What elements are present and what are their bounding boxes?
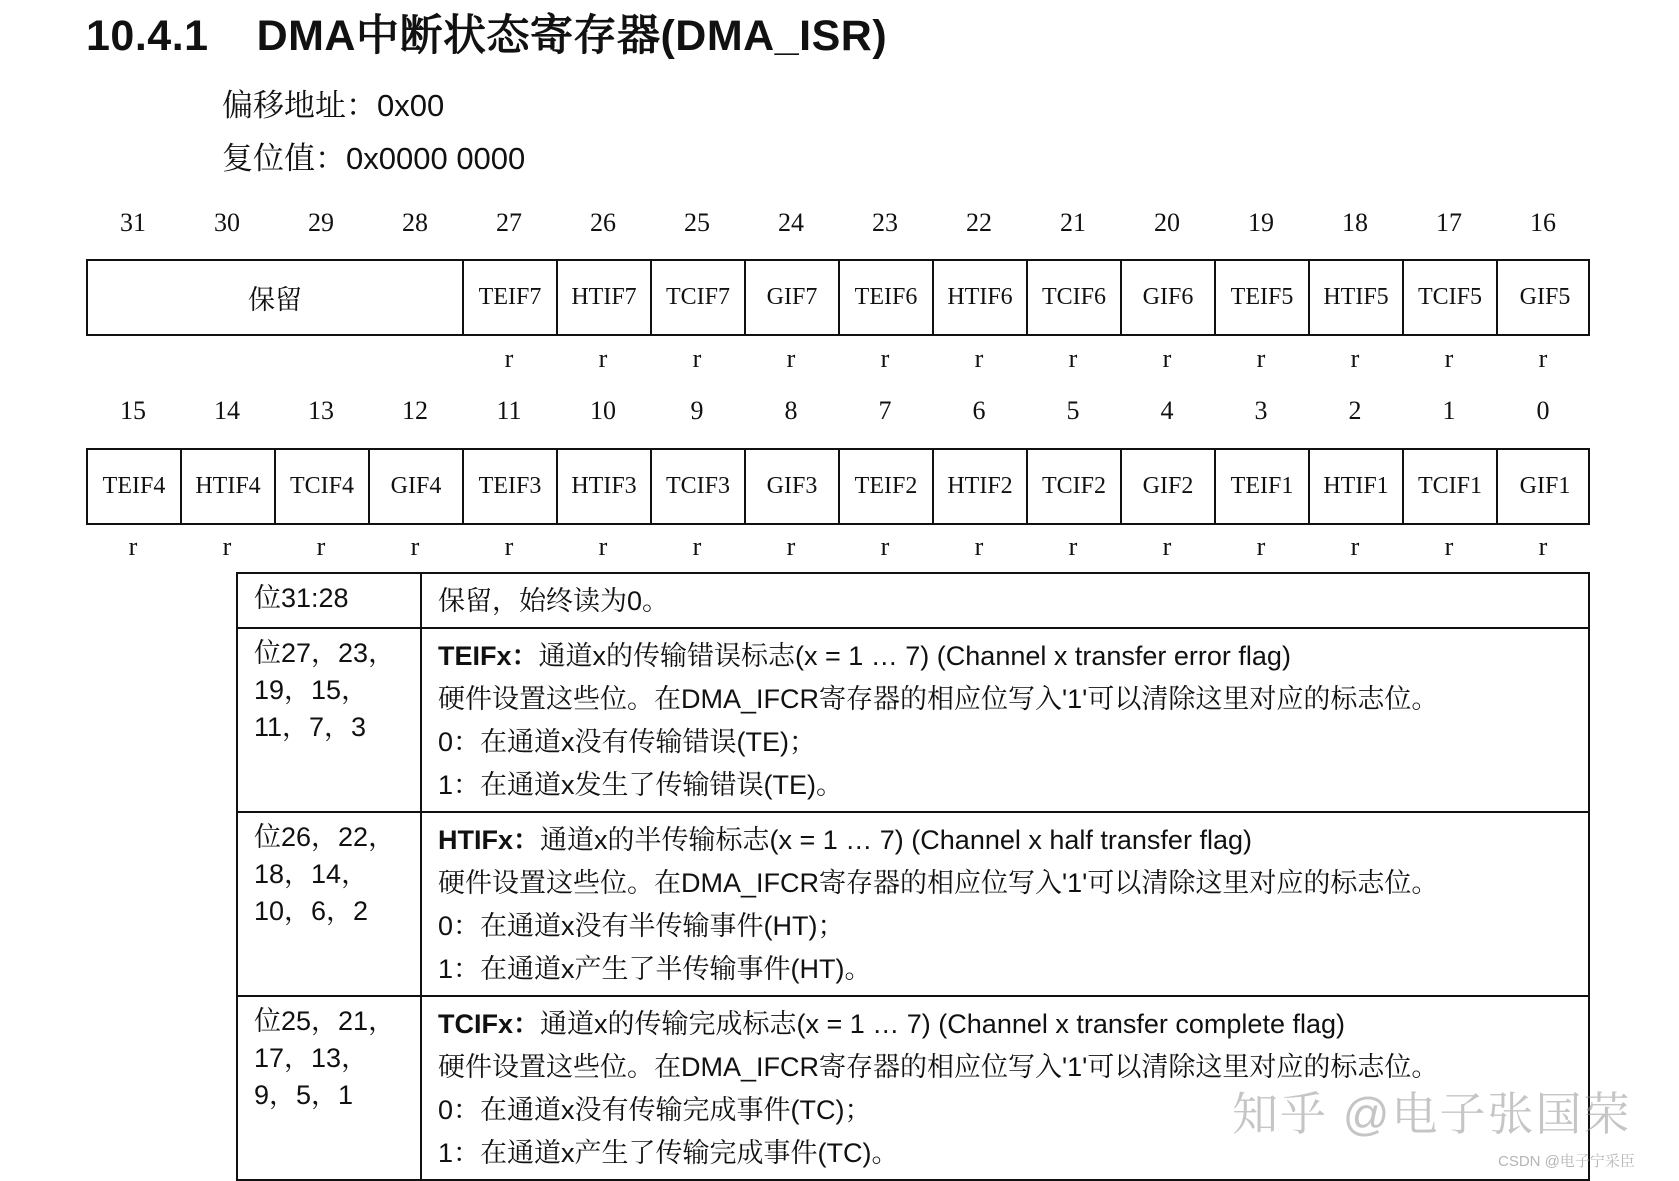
bits-cell: [237, 628, 421, 812]
description-line: 0：在通道x没有传输完成事件(TC)；: [438, 1095, 872, 1125]
register-field: TCIF6: [1028, 261, 1122, 334]
bit-number: 6: [972, 396, 986, 425]
description-line: 保留，始终读为0。: [438, 586, 670, 616]
description-line: 0：在通道x没有半传输事件(HT)；: [438, 911, 845, 941]
access-type: r: [128, 532, 138, 561]
bit-number: 3: [1254, 396, 1268, 425]
bits-line: 19，15，: [254, 675, 369, 705]
table-row: [237, 628, 1589, 812]
register-field: TCIF1: [1404, 450, 1498, 523]
access-type: r: [1538, 344, 1548, 373]
reset-value-text: 0x0000 0000: [346, 141, 526, 176]
bit-number: 9: [690, 396, 704, 425]
bits-line: 位25，21，: [254, 1006, 396, 1036]
table-row: [237, 812, 1589, 996]
offset-value: 0x00: [377, 88, 445, 123]
bit-number: 16: [1530, 208, 1556, 237]
table-row: [237, 573, 1589, 628]
register-field: TEIF4: [88, 450, 182, 523]
bit-number: 25: [684, 208, 710, 237]
description-line: 1：在通道x产生了传输完成事件(TC)。: [438, 1138, 899, 1168]
register-field: GIF5: [1519, 284, 1571, 310]
register-field: HTIF3: [558, 450, 652, 523]
bit-number: 0: [1536, 396, 1550, 425]
access-type: r: [1350, 344, 1360, 373]
bit-number: 23: [872, 208, 898, 237]
bits-line: 位26，22，: [254, 822, 396, 852]
bit-number: 14: [214, 396, 240, 425]
reset-label: 复位值：: [222, 141, 346, 176]
access-type: r: [1162, 532, 1172, 561]
register-field: TCIF5: [1404, 261, 1498, 334]
section-title: DMA中断状态寄存器(DMA_ISR): [256, 12, 888, 60]
description-cell: [421, 628, 1589, 812]
bit-number: 22: [966, 208, 992, 237]
access-type: r: [786, 344, 796, 373]
bits-line: 11，7，3: [254, 712, 367, 742]
lower-register-row: [86, 448, 1590, 525]
bits-cell: [237, 996, 421, 1180]
description-line: 通道x的传输完成标志(x = 1 … 7) (Channel x transfer complete flag): [540, 1009, 1345, 1039]
csdn-watermark: CSDN @电子宁采臣: [1498, 1153, 1635, 1170]
register-field: GIF2: [1122, 450, 1216, 523]
register-field: HTIF5: [1310, 261, 1404, 334]
access-type: r: [880, 344, 890, 373]
zhihu-watermark: 知乎 @电子张国荣: [1232, 1088, 1632, 1140]
register-field: TEIF7: [464, 261, 558, 334]
bits-line: 10，6，2: [254, 896, 369, 926]
register-field: TEIF5: [1216, 261, 1310, 334]
bits-cell: [237, 812, 421, 996]
access-type: r: [974, 532, 984, 561]
access-type: r: [1068, 532, 1078, 561]
bit-number: 19: [1248, 208, 1274, 237]
access-type: r: [598, 532, 608, 561]
register-field: HTIF2: [934, 450, 1028, 523]
bit-number: 24: [778, 208, 804, 237]
access-type: r: [1256, 532, 1266, 561]
access-type: r: [1256, 344, 1266, 373]
bit-number: 10: [590, 396, 616, 425]
offset-address: [222, 80, 444, 125]
offset-label: 偏移地址：: [222, 88, 377, 123]
register-field: HTIF6: [934, 261, 1028, 334]
register-field: TEIF2: [840, 450, 934, 523]
access-type: r: [1444, 344, 1454, 373]
access-type: r: [1162, 344, 1172, 373]
description-line: 1：在通道x产生了半传输事件(HT)。: [438, 954, 872, 984]
bit-number: 13: [308, 396, 334, 425]
description-line: 硬件设置这些位。在DMA_IFCR寄存器的相应位写入'1'可以清除这里对应的标志位。: [438, 684, 1439, 714]
page-title: [86, 2, 887, 63]
register-field: GIF4: [370, 450, 464, 523]
access-type: r: [504, 532, 514, 561]
register-field: GIF6: [1122, 261, 1216, 334]
bits-line: 17，13，: [254, 1043, 369, 1073]
bit-number: 29: [308, 208, 334, 237]
bits-line: 位27，23，: [254, 638, 396, 668]
description-cell: [421, 573, 1589, 628]
description-line: 硬件设置这些位。在DMA_IFCR寄存器的相应位写入'1'可以清除这里对应的标志位。: [438, 868, 1439, 898]
register-field: TCIF2: [1028, 450, 1122, 523]
bits-line: 位31:28: [254, 583, 349, 613]
bit-number: 27: [496, 208, 522, 237]
register-field: TEIF3: [464, 450, 558, 523]
reset-value: [222, 133, 525, 178]
bits-line: 9，5，1: [254, 1080, 354, 1110]
description-line: 通道x的半传输标志(x = 1 … 7) (Channel x half transfer flag): [540, 825, 1252, 855]
bit-number: 1: [1442, 396, 1456, 425]
description-line: 硬件设置这些位。在DMA_IFCR寄存器的相应位写入'1'可以清除这里对应的标志位。: [438, 1052, 1439, 1082]
access-type: r: [1444, 532, 1454, 561]
register-field: HTIF1: [1310, 450, 1404, 523]
access-type: r: [692, 532, 702, 561]
upper-access-row: [86, 344, 1590, 374]
access-type: r: [786, 532, 796, 561]
field-name: HTIFx：: [438, 825, 541, 855]
bits-line: 18，14，: [254, 859, 369, 889]
bit-number: 17: [1436, 208, 1462, 237]
access-type: r: [880, 532, 890, 561]
access-type: r: [410, 532, 420, 561]
reserved-field: 保留: [88, 261, 464, 334]
access-type: r: [316, 532, 326, 561]
field-name: TEIFx：: [438, 641, 539, 671]
register-field: TCIF3: [652, 450, 746, 523]
description-cell: [421, 812, 1589, 996]
bit-number: 30: [214, 208, 240, 237]
bit-number: 12: [402, 396, 428, 425]
bits-cell: [237, 573, 421, 628]
access-type: r: [222, 532, 232, 561]
description-line: 1：在通道x发生了传输错误(TE)。: [438, 770, 843, 800]
bit-number: 26: [590, 208, 616, 237]
register-field: TEIF1: [1216, 450, 1310, 523]
lower-bit-numbers: [86, 396, 1590, 426]
bit-number: 20: [1154, 208, 1180, 237]
bit-number: 7: [878, 396, 892, 425]
upper-bit-numbers: [86, 208, 1590, 238]
bit-number: 21: [1060, 208, 1086, 237]
bit-number: 31: [120, 208, 146, 237]
access-type: r: [1068, 344, 1078, 373]
access-type: r: [974, 344, 984, 373]
bit-number: 18: [1342, 208, 1368, 237]
register-field: TEIF6: [840, 261, 934, 334]
register-field: GIF7: [746, 261, 840, 334]
register-field: GIF3: [746, 450, 840, 523]
access-type: r: [598, 344, 608, 373]
access-type: r: [504, 344, 514, 373]
upper-register-row: [86, 259, 1590, 336]
bit-number: 2: [1348, 396, 1362, 425]
bit-number: 28: [402, 208, 428, 237]
register-field: GIF1: [1519, 473, 1571, 499]
access-type: r: [1350, 532, 1360, 561]
bit-number: 11: [496, 396, 522, 425]
register-field: HTIF7: [558, 261, 652, 334]
bit-number: 8: [784, 396, 798, 425]
register-field: TCIF7: [652, 261, 746, 334]
section-number: 10.4.1: [86, 12, 209, 60]
description-line: 0：在通道x没有传输错误(TE)；: [438, 727, 816, 757]
bit-number: 5: [1066, 396, 1080, 425]
bit-number: 15: [120, 396, 146, 425]
register-field: HTIF4: [182, 450, 276, 523]
access-type: r: [692, 344, 702, 373]
register-field: TCIF4: [276, 450, 370, 523]
access-type: r: [1538, 532, 1548, 561]
field-name: TCIFx：: [438, 1009, 541, 1039]
lower-access-row: [86, 532, 1590, 562]
description-line: 通道x的传输错误标志(x = 1 … 7) (Channel x transfer error flag): [538, 641, 1291, 671]
bit-number: 4: [1160, 396, 1174, 425]
